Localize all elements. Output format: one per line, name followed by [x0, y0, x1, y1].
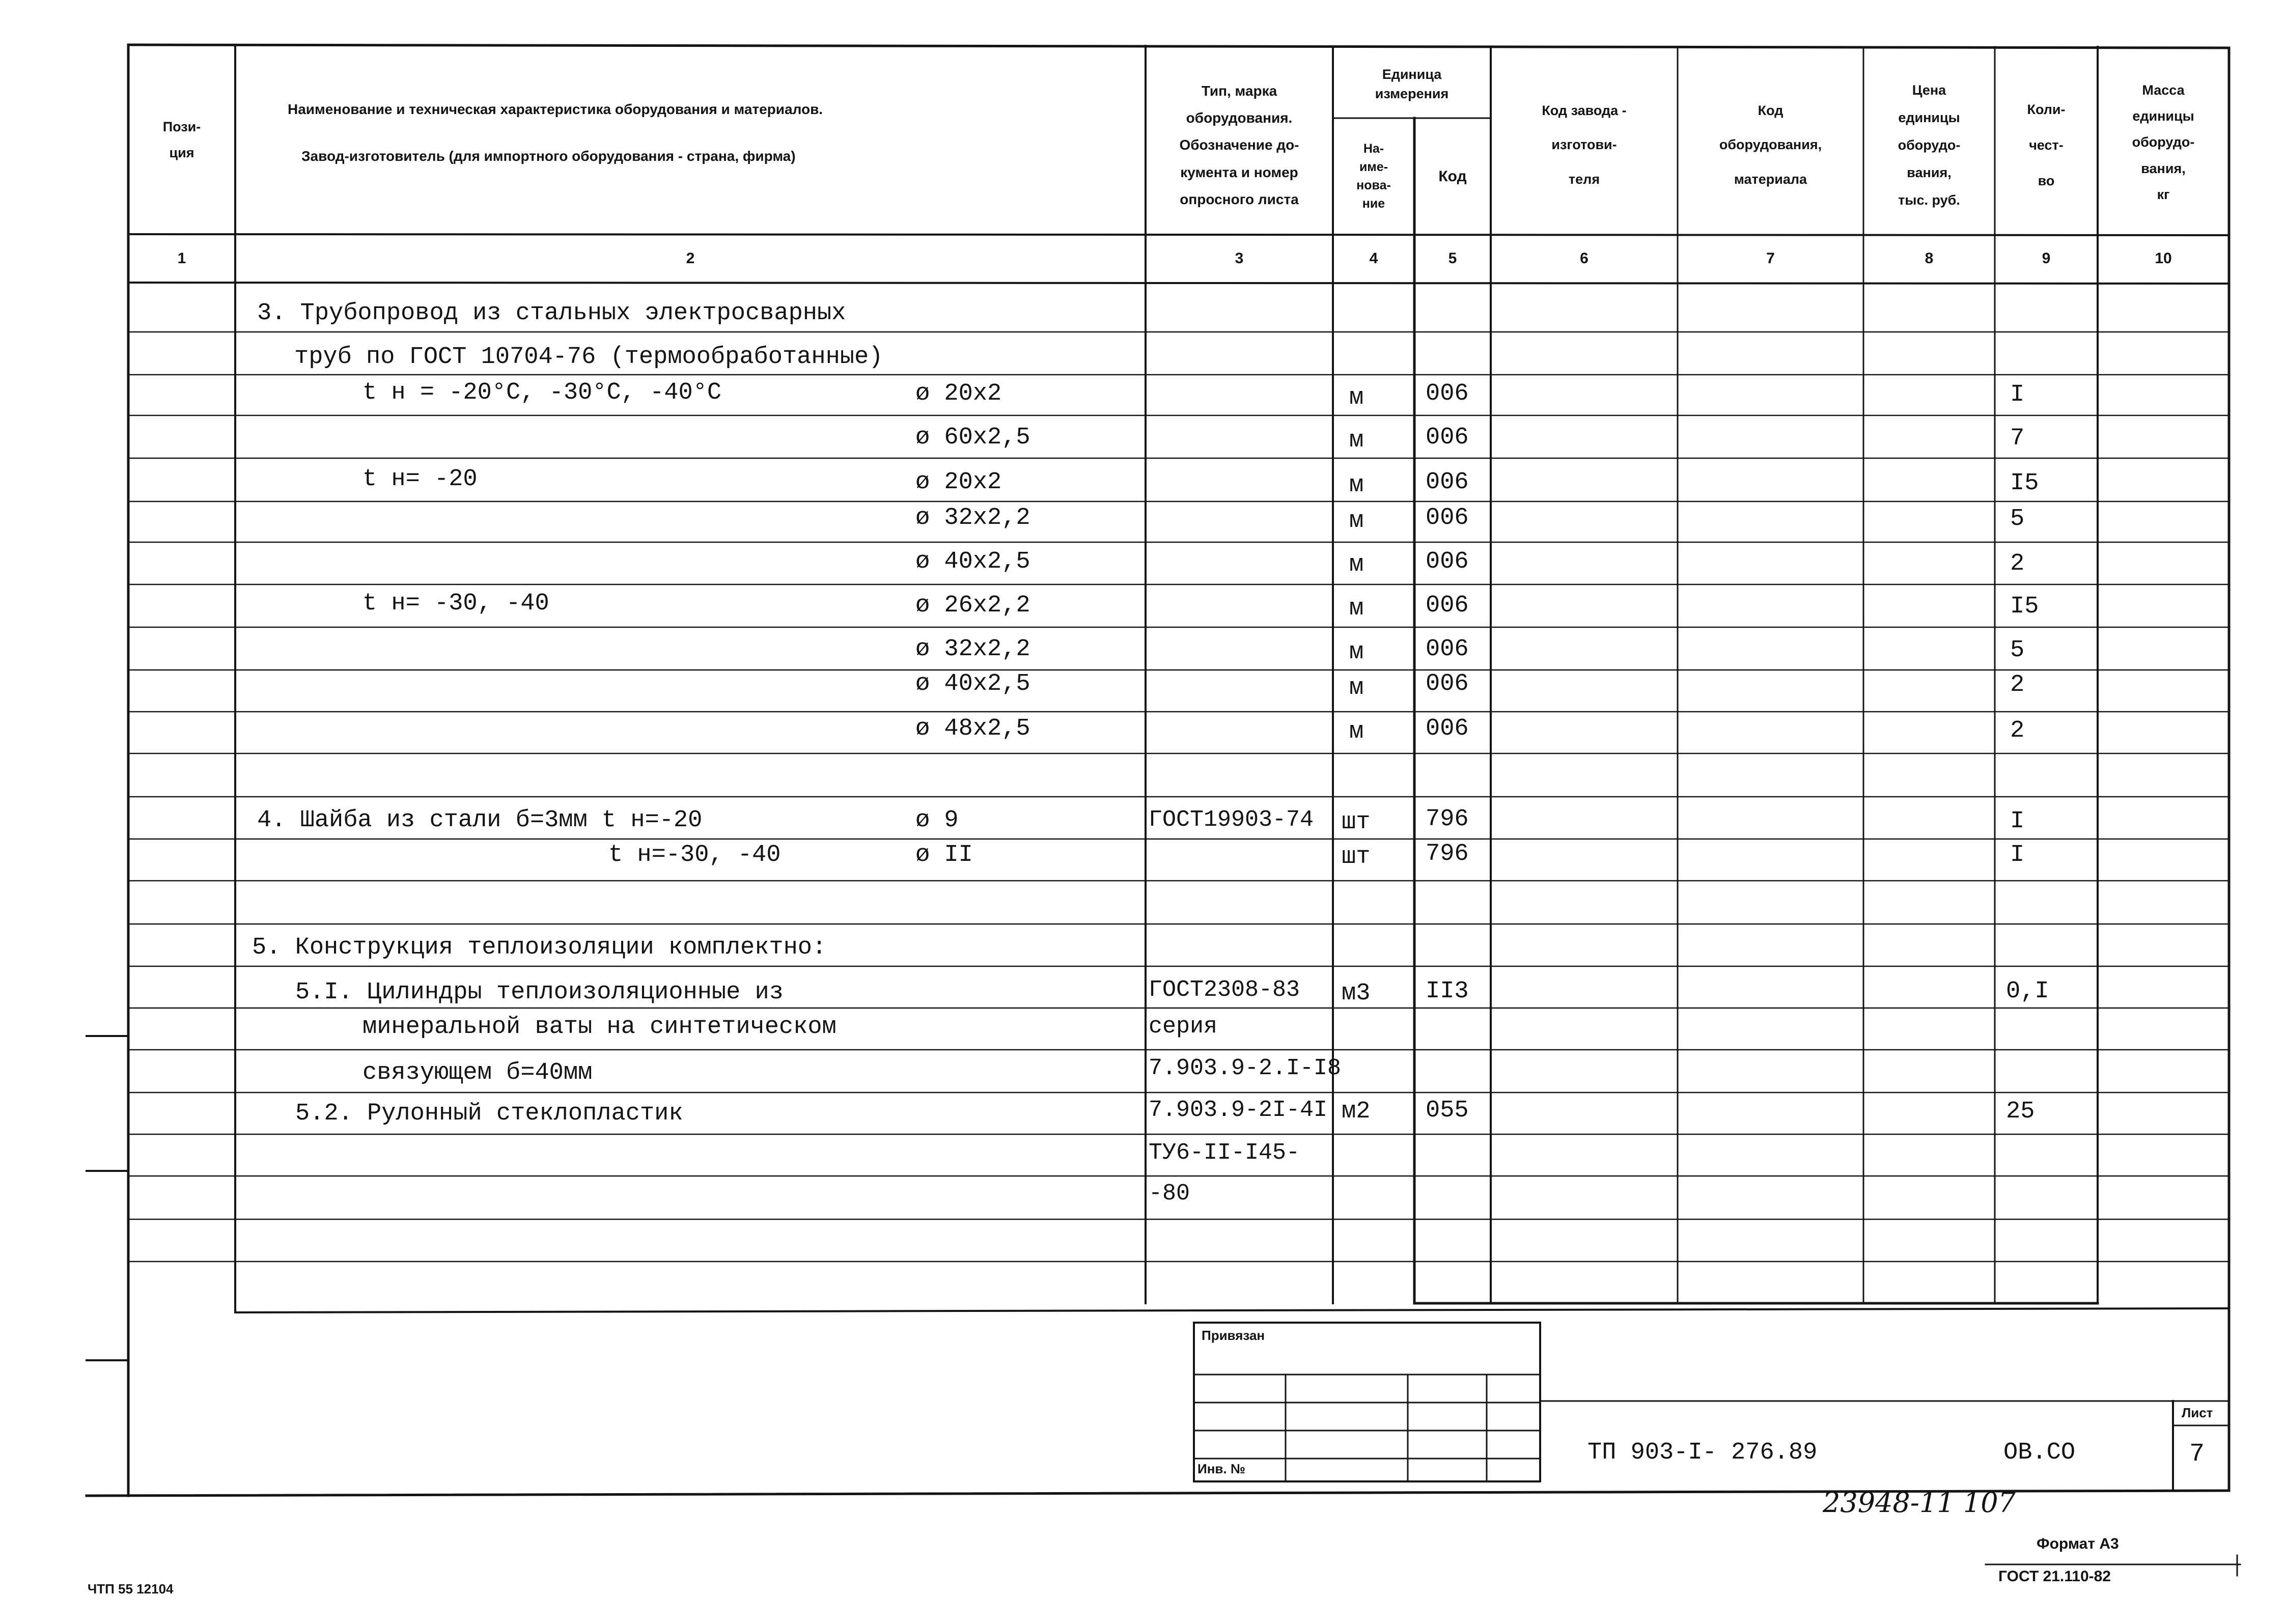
table-row-unit: м [1349, 718, 1364, 745]
table-row-name: связующем б=40мм [363, 1059, 593, 1086]
table-row-diameter: ø 32х2,2 [915, 636, 1030, 663]
header-position: Пози- ция [162, 119, 201, 160]
table-row-code: 006 [1426, 424, 1469, 451]
table-row-qty: 5 [2010, 637, 2025, 664]
stamp-sheet-label: Лист [2182, 1405, 2213, 1420]
format-label: Формат А3 [2037, 1535, 2119, 1552]
header-name-line2: Завод-изготовитель (для импортного оборудования - страна, фирма) [301, 148, 796, 164]
table-row-doc: 7.903.9-2I-4I [1149, 1097, 1328, 1123]
stamp-doc-code: ОВ.СО [2003, 1439, 2076, 1466]
stamp-sheet-number: 7 [2189, 1440, 2205, 1469]
table-row-qty: I5 [2010, 470, 2039, 497]
table-row-qty: 2 [2010, 717, 2025, 744]
table-row-name: t н= -30, -40 [363, 590, 549, 617]
table-row-diameter: ø 20х2 [915, 380, 1002, 407]
table-row-qty: 2 [2010, 550, 2025, 577]
table-row-qty: I [2010, 842, 2025, 869]
table-row-unit: м [1349, 639, 1364, 666]
table-row-code: 006 [1426, 548, 1469, 575]
header-type: Тип, марка оборудования. Обозначение до- кумента и номер опросного листа [1179, 83, 1299, 207]
table-row-name: 5.2. Рулонный стеклопластик [295, 1100, 683, 1127]
bottom-left-code: ЧТП 55 12104 [88, 1581, 174, 1597]
table-row-name: t н = -20°С, -30°С, -40°С [363, 379, 722, 406]
stamp-designation: ТП 903-I- 276.89 [1587, 1439, 1818, 1466]
table-row-name: 5. Конструкция теплоизоляции комплектно: [252, 934, 827, 961]
table-row-qty: 25 [2006, 1098, 2035, 1125]
table-row-diameter: ø 20х2 [915, 469, 1002, 496]
table-row-doc: -80 [1149, 1181, 1190, 1207]
table-row-code: 006 [1426, 636, 1469, 663]
table-row-qty: 7 [2010, 425, 2025, 452]
header-mass: Масса единицы оборудо- вания, кг [2132, 82, 2195, 202]
gost-label: ГОСТ 21.110-82 [1998, 1568, 2111, 1585]
table-row-qty: 5 [2010, 506, 2025, 533]
table-row-name: 5.I. Цилиндры теплоизоляционные из [295, 979, 784, 1006]
header-name-line1: Наименование и техническая характеристика оборудования и материалов. [288, 101, 823, 117]
col-number: 6 [1580, 250, 1589, 267]
table-row-name: t н= -20 [363, 466, 478, 493]
table-row-name: 4. Шайба из стали б=3мм t н=-20 [257, 807, 703, 834]
col-number: 3 [1235, 250, 1244, 267]
table-row-doc: ГОСТ19903-74 [1149, 807, 1314, 833]
header-quantity: Коли- чест- во [2027, 101, 2066, 189]
header-unit-code: Код [1438, 167, 1467, 185]
table-row-unit: м [1349, 427, 1364, 454]
header-factory-code: Код завода - изготови- теля [1542, 102, 1627, 187]
table-row-diameter: ø 48х2,5 [915, 715, 1030, 742]
table-row-doc: ТУ6-II-I45- [1149, 1140, 1300, 1166]
table-row-name: минеральной ваты на синтетическом [363, 1014, 837, 1041]
table-row-diameter: ø 9 [915, 807, 959, 834]
header-unit-name: На- име- нова- ние [1356, 141, 1391, 211]
table-row-unit: м2 [1342, 1098, 1371, 1125]
handwritten-number: 23948-11 107 [1823, 1487, 2016, 1519]
table-row-name: труб по ГОСТ 10704-76 (термообработанные) [294, 344, 883, 371]
table-row-doc: серия [1149, 1014, 1218, 1040]
table-row-doc: ГОСТ2308-83 [1149, 977, 1300, 1003]
stamp-inv-no: Инв. № [1197, 1461, 1245, 1476]
col-number: 1 [177, 250, 186, 267]
table-row-unit: шт [1342, 844, 1371, 871]
table-row-doc: 7.903.9-2.I-I8 [1149, 1055, 1342, 1081]
table-row-unit: м [1349, 551, 1364, 578]
table-row-qty: 0,I [2006, 978, 2049, 1005]
table-row-unit: шт [1342, 809, 1371, 836]
header-unit-group: Единица измерения [1375, 67, 1449, 101]
header-equipment-code: Код оборудования, материала [1719, 102, 1822, 187]
table-row-diameter: ø II [915, 842, 973, 869]
table-row-code: 006 [1426, 505, 1469, 531]
table-row-code: 006 [1426, 670, 1469, 697]
col-number: 7 [1766, 250, 1775, 267]
table-row-qty: I [2010, 808, 2025, 835]
table-row-code: II3 [1426, 978, 1469, 1005]
table-row-code: 055 [1426, 1097, 1469, 1124]
table-row-code: 006 [1426, 592, 1469, 619]
table-row-unit: м [1349, 508, 1364, 535]
col-number: 4 [1369, 250, 1378, 267]
table-row-unit: м [1349, 384, 1364, 411]
table-row-diameter: ø 40х2,5 [915, 670, 1030, 697]
table-row-qty: I5 [2010, 593, 2039, 620]
col-number: 9 [2042, 250, 2051, 267]
table-row-code: 006 [1426, 380, 1469, 407]
table-row-code: 796 [1426, 806, 1469, 833]
table-row-unit: м [1349, 595, 1364, 622]
col-number: 10 [2155, 250, 2172, 267]
stamp-privyazan: Привязан [1202, 1328, 1265, 1343]
table-row-qty: 2 [2010, 671, 2025, 698]
col-number: 5 [1448, 250, 1457, 267]
header-price: Цена единицы оборудо- вания, тыс. руб. [1898, 82, 1961, 208]
table-row-diameter: ø 32х2,2 [915, 505, 1030, 531]
table-row-code: 006 [1426, 469, 1469, 496]
table-row-code: 006 [1426, 715, 1469, 742]
table-row-diameter: ø 26х2,2 [915, 592, 1030, 619]
table-row-unit: м [1349, 472, 1364, 499]
col-number: 2 [686, 250, 695, 267]
table-row-code: 796 [1426, 841, 1469, 867]
table-row-unit: м3 [1342, 980, 1371, 1007]
col-number: 8 [1925, 250, 1934, 267]
table-row-unit: м [1349, 675, 1364, 702]
table-row-diameter: ø 40х2,5 [915, 548, 1030, 575]
table-row-name: 3. Трубопровод из стальных электросварных [257, 300, 846, 327]
table-row-diameter: ø 60х2,5 [915, 424, 1030, 451]
table-row-name: t н=-30, -40 [608, 842, 781, 869]
table-row-qty: I [2010, 381, 2025, 408]
